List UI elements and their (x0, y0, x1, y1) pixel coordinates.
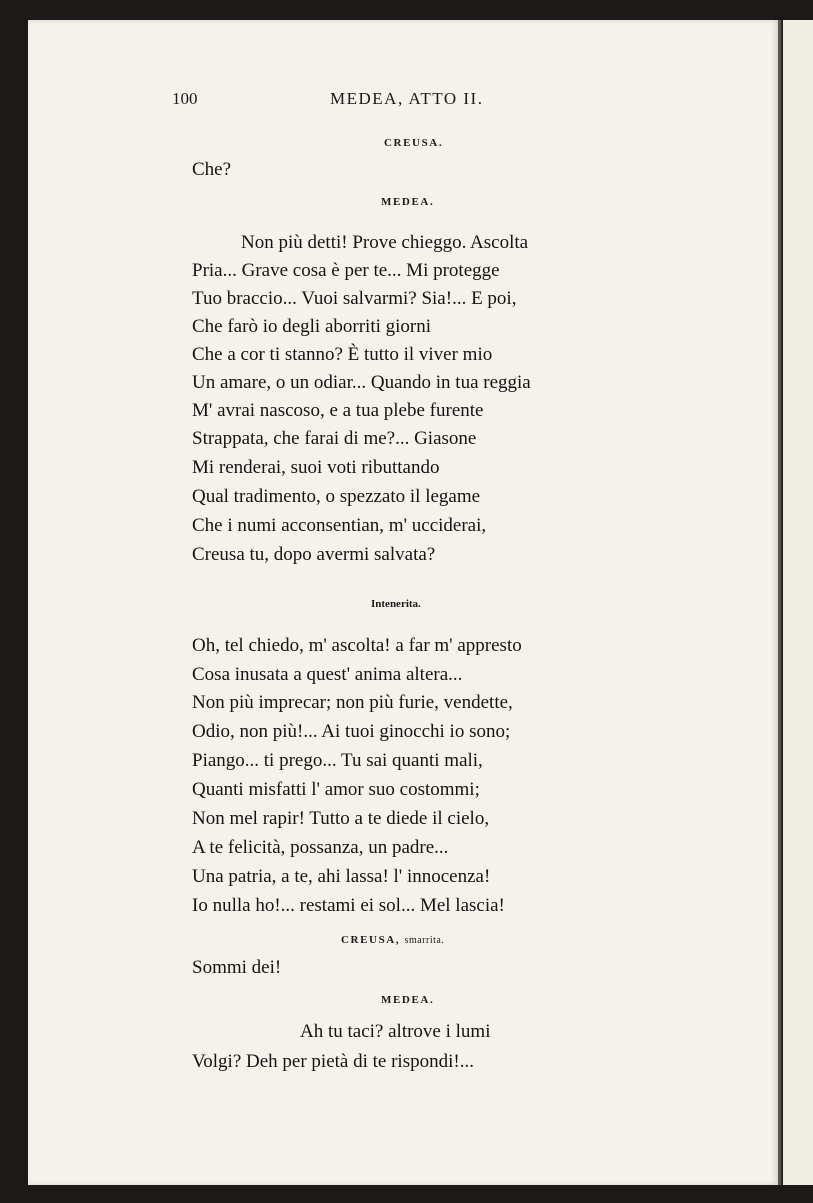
verse-line: Sommi dei! (192, 957, 282, 978)
verse-line: Mi renderai, suoi voti ributtando (192, 457, 440, 478)
page-number: 100 (172, 89, 198, 108)
verse-line: Ah tu taci? altrove i lumi (300, 1021, 491, 1042)
verse-line: Tuo braccio... Vuoi salvarmi? Sia!... E poi, (192, 288, 517, 309)
stage-direction: Intenerita. (371, 598, 421, 610)
verse-line: Non più imprecar; non più furie, vendette, (192, 692, 513, 713)
verse-line: Che farò io degli aborriti giorni (192, 316, 432, 337)
verse-line: M' avrai nascoso, e a tua plebe furente (192, 400, 484, 421)
verse-line: Piango... ti prego... Tu sai quanti mali, (192, 750, 483, 771)
speaker-name: CREUSA, (341, 934, 401, 946)
speaker-creusa (341, 934, 444, 946)
verse-line: Che i numi acconsentian, m' ucciderai, (192, 515, 487, 536)
speaker-direction: smarrita. (404, 935, 445, 946)
verse-line: Volgi? Deh per pietà di te rispondi!... (192, 1051, 474, 1072)
verse-line: Odio, non più!... Ai tuoi ginocchi io sono; (192, 721, 511, 742)
verse-line: Pria... Grave cosa è per te... Mi protegge (192, 260, 500, 281)
verse-line: Non mel rapir! Tutto a te diede il cielo, (192, 808, 490, 829)
running-title: MEDEA, ATTO II. (330, 89, 484, 108)
verse-line: Strappata, che farai di me?... Giasone (192, 428, 477, 449)
verse-line: Creusa tu, dopo avermi salvata? (192, 544, 436, 565)
verse-line: Che a cor ti stanno? È tutto il viver mio (192, 344, 493, 365)
verse-line: Cosa inusata a quest' anima altera... (192, 664, 463, 685)
facing-page-edge (781, 20, 813, 1185)
verse-line: Qual tradimento, o spezzato il legame (192, 486, 481, 507)
verse-line: Io nulla ho!... restami ei sol... Mel lascia! (192, 895, 505, 916)
verse-line: Un amare, o un odiar... Quando in tua reggia (192, 372, 531, 393)
speaker-medea: MEDEA. (381, 994, 435, 1006)
verse-line: Quanti misfatti l' amor suo costommi; (192, 779, 480, 800)
verse-line: A te felicità, possanza, un padre... (192, 837, 449, 858)
speaker-creusa: CREUSA. (384, 137, 444, 149)
verse-line: Oh, tel chiedo, m' ascolta! a far m' appresto (192, 635, 522, 656)
verse-line: Una patria, a te, ahi lassa! l' innocenza! (192, 866, 491, 887)
verse-line: Non più detti! Prove chieggo. Ascolta (241, 232, 529, 253)
speaker-medea: MEDEA. (381, 196, 435, 208)
verse-line: Che? (192, 159, 232, 180)
